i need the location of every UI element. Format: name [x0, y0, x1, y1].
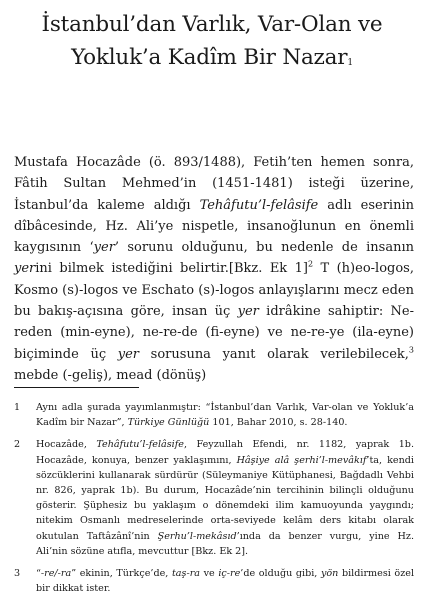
title-footnote-marker[interactable]: 1	[347, 58, 353, 68]
footnote-3	[14, 566, 414, 596]
chapter-title-line-2-text: Yokluk’a Kadîm Bir Nazar	[71, 45, 348, 70]
footnote-text: Hocazâde, Tehâfutu’l-felâsife, Feyzullah Efendi, nr. 1182, yaprak 1b. Hocazâde, konuya, benzer yaklaşımını, Hâşiye alâ şerhi’l-mevâkıf’ta, kendi sözcüklerini kullanarak sürdürür (Süleymaniye Kütüphanesi, Bağdadlı Vehbi nr. 826, yaprak 1b). Bu durum, Hocazâde’nin tercihinin bilinçli olduğunu gösterir. Şüphesiz bu yaklaşım o dönemdeki ilim kamuoyunda yaygındı; nitekim Osmanlı medreselerinde orta-seviyede kelâm ders kitabı olarak okutulan Taftâzânî’nin Şerhu’l-mekâsıd’ında da benzer vurgu, yine Hz. Ali’nin sözüne atıfla, mevcuttur [Bkz. Ek 2].	[36, 439, 415, 557]
body-italic-text: yer	[117, 346, 140, 362]
body-text: idrâkine sahiptir: Ne-reden (min-eyne), ne-re-de (fi-eyne) ve ne-re-ye (ila-eyne) biçiminde üç	[14, 304, 414, 362]
body-text: sorusuna yanıt olarak verilebilecek,	[139, 346, 409, 362]
footnotes	[14, 400, 414, 603]
footnote-number: 3	[14, 568, 21, 580]
chapter-title-line-1: İstanbul’dan Varlık, Var-Olan ve	[41, 12, 383, 37]
body-text: mebde (-geliş), mead (dönüş)	[14, 367, 207, 383]
body-italic-text: yer	[237, 304, 259, 320]
body-text: ini bilmek istediğini belirtir.[Bkz. Ek 1]	[35, 261, 308, 277]
body-text: ’ sorunu olduğunu, bu nedenle de insanın	[114, 240, 414, 256]
footnote-marker-3[interactable]: 3	[408, 345, 414, 355]
footnote-text: “-re/-ra” ekinin, Türkçe’de, taş-ra ve iç-re’de olduğu gibi, yön bildirmesi özel bir dikkat ister.	[36, 568, 415, 595]
footnote-marker-2[interactable]: 2	[307, 260, 314, 270]
footnote-text: Aynı adla şurada yayımlanmıştır: “İstanbul’dan Varlık, Var-olan ve Yokluk’a Kadîm bir Nazar”, Türkiye Günlüğü 101, Bahar 2010, s. 28-140.	[36, 402, 414, 429]
footnote-number: 2	[14, 439, 21, 451]
body-paragraph	[14, 152, 414, 386]
body-text: T (h)eo-logos, Kosmo (s)-logos ve Eschato (s)-logos anlayışlarını mecz eden bu bakış-açısına göre, insan üç	[14, 261, 414, 320]
footnote-1	[14, 400, 414, 430]
footnote-divider	[14, 387, 139, 388]
body-text: Mustafa Hocazâde (ö. 893/1488), Fetih’ten hemen sonra, Fâtih Sultan Mehmed’in (1451-1481) isteği üzerine, İstanbul’da kaleme aldığı	[14, 155, 414, 213]
body-text: adlı eserinin dîbâcesinde, Hz. Ali’ye nispetle, insanoğlunun en önemli kaygısının ‘	[14, 197, 414, 256]
footnote-number: 1	[14, 402, 21, 413]
chapter-title-line-2	[0, 41, 424, 74]
footnote-2	[14, 437, 414, 559]
body-italic-text: yer	[93, 240, 115, 256]
chapter-title	[0, 8, 424, 74]
body-italic-text: yer	[14, 261, 36, 277]
body-italic-text: Tehâfutu’l-felâsife	[199, 197, 319, 213]
